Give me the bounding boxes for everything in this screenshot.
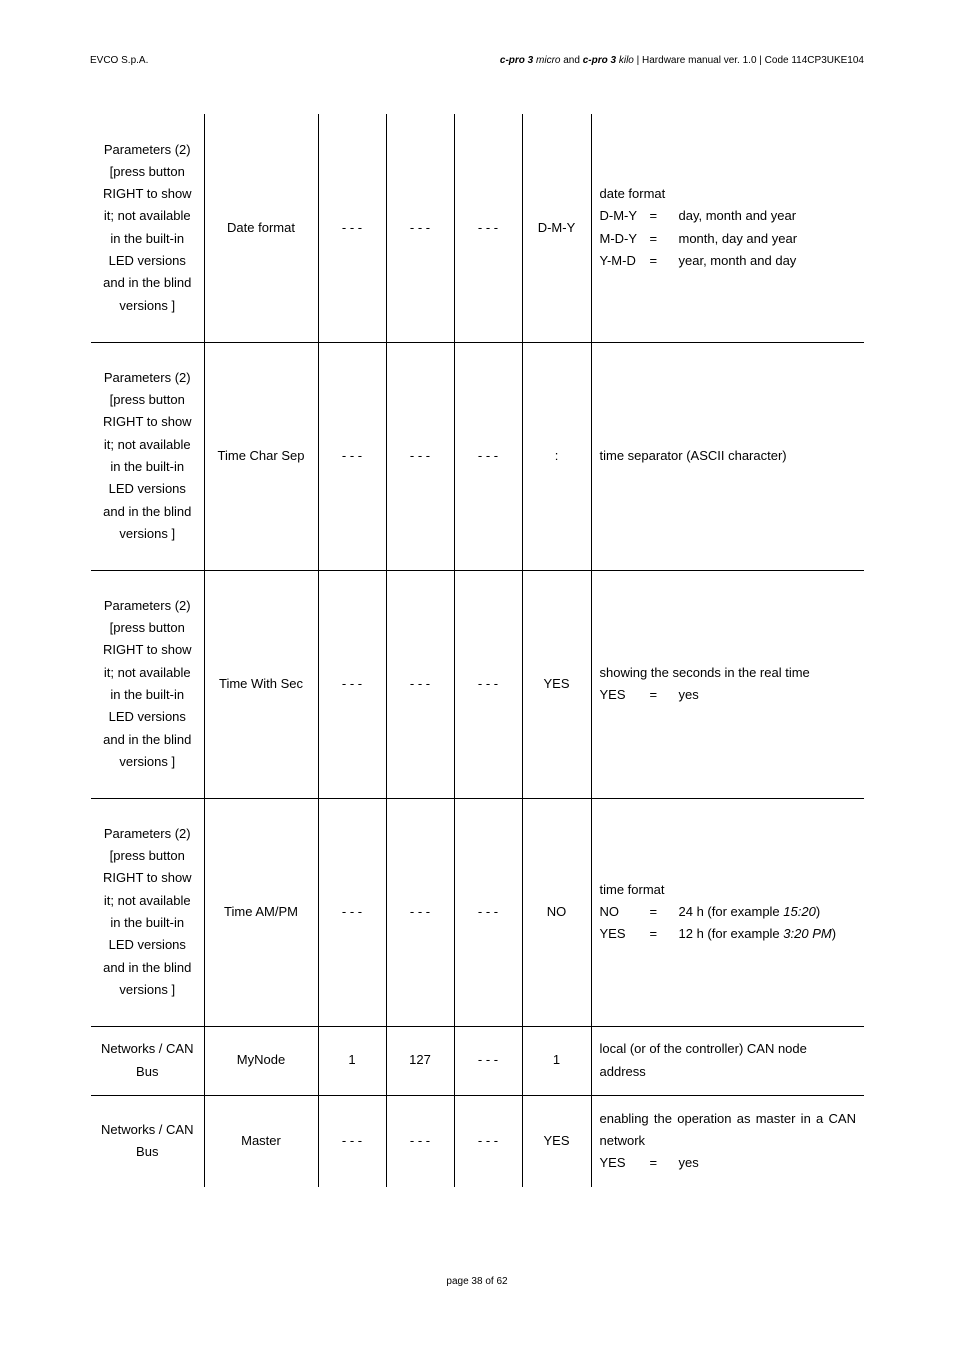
parameter-cell: Date format — [204, 114, 318, 342]
default-cell: NO — [522, 798, 591, 1026]
header-document-info — [500, 55, 864, 66]
header-product-1-model: micro — [533, 55, 561, 66]
option-value — [679, 901, 821, 923]
table-row — [91, 1026, 864, 1095]
default-cell: D-M-Y — [522, 114, 591, 342]
option-example: 3:20 PM — [783, 926, 832, 942]
option-row — [600, 1152, 857, 1174]
max-cell: - - - — [386, 114, 454, 342]
option-equals: = — [649, 230, 658, 246]
option-equals: = — [649, 1155, 658, 1171]
parameter-cell: Time Char Sep — [204, 342, 318, 570]
default-cell: YES — [522, 570, 591, 798]
option-equals: = — [649, 926, 658, 942]
table-row — [91, 570, 864, 798]
option-key: YES — [599, 1155, 626, 1171]
option-equals: = — [649, 903, 658, 919]
min-cell: - - - — [318, 798, 386, 1026]
table-row — [91, 342, 864, 570]
option-value-tail: ) — [815, 903, 821, 919]
unit-cell: - - - — [454, 114, 522, 342]
description-cell — [591, 1026, 864, 1095]
parameters-table — [91, 114, 864, 1187]
option-equals: = — [649, 253, 658, 269]
unit-cell: - - - — [454, 570, 522, 798]
min-cell: - - - — [318, 570, 386, 798]
default-cell: 1 — [522, 1026, 591, 1095]
header-and: and — [560, 55, 583, 66]
description-cell — [591, 1095, 864, 1187]
description-text: time separator (ASCII character) — [599, 447, 787, 463]
unit-cell: - - - — [454, 798, 522, 1026]
min-cell: - - - — [318, 1095, 386, 1187]
option-row — [600, 923, 857, 945]
option-value: month, day and year — [678, 230, 798, 246]
group-cell: Networks / CAN Bus — [91, 1026, 204, 1095]
option-key: D-M-Y — [599, 208, 638, 224]
table-row — [91, 114, 864, 342]
description-text: time format — [599, 881, 665, 897]
option-row — [600, 205, 857, 227]
description-text: showing the seconds in the real time — [599, 664, 810, 680]
table-row — [91, 1095, 864, 1187]
description-cell — [591, 798, 864, 1026]
option-value: day, month and year — [678, 208, 797, 224]
option-equals: = — [649, 687, 658, 702]
header-company: EVCO S.p.A. — [90, 55, 149, 66]
table-row — [91, 798, 864, 1026]
option-key: NO — [599, 903, 619, 919]
header-product-2-model: kilo — [616, 55, 634, 66]
option-key: YES — [599, 926, 626, 942]
option-key: Y-M-D — [599, 253, 636, 269]
group-cell: Networks / CAN Bus — [91, 1095, 204, 1187]
header-manual-code: | Hardware manual ver. 1.0 | Code 114CP3UKE104 — [633, 55, 864, 66]
option-row — [600, 901, 857, 923]
option-row — [600, 250, 857, 272]
min-cell: - - - — [318, 114, 386, 342]
max-cell: - - - — [386, 1095, 454, 1187]
parameter-cell: MyNode — [204, 1026, 318, 1095]
group-cell: Parameters (2) [press button RIGHT to show it; not available in the built-in LED versions and in the blind versions ] — [91, 342, 204, 570]
max-cell: 127 — [386, 1026, 454, 1095]
max-cell: - - - — [386, 570, 454, 798]
description-cell — [591, 114, 864, 342]
option-key: YES — [599, 687, 626, 702]
page-number: page 38 of 62 — [446, 1276, 508, 1287]
group-cell: Parameters (2) [press button RIGHT to show it; not available in the built-in LED versions and in the blind versions ] — [91, 798, 204, 1026]
unit-cell: - - - — [454, 1095, 522, 1187]
description-text: date format — [599, 186, 666, 202]
parameter-cell: Time With Sec — [204, 570, 318, 798]
option-value: year, month and day — [678, 253, 797, 269]
group-cell: Parameters (2) [press button RIGHT to show it; not available in the built-in LED versions and in the blind versions ] — [91, 570, 204, 798]
default-cell: : — [522, 342, 591, 570]
option-value-tail: ) — [831, 926, 837, 942]
description-text: enabling the operation as master in a CAN network — [599, 1110, 856, 1149]
group-cell: Parameters (2) [press button RIGHT to show it; not available in the built-in LED versions and in the blind versions ] — [91, 114, 204, 342]
option-key: M-D-Y — [599, 230, 638, 246]
option-value-text: 12 h (for example — [678, 926, 784, 942]
option-row — [600, 684, 857, 706]
unit-cell: - - - — [454, 342, 522, 570]
max-cell: - - - — [386, 798, 454, 1026]
option-value-text: 24 h (for example — [678, 903, 784, 919]
option-equals: = — [649, 208, 658, 224]
max-cell: - - - — [386, 342, 454, 570]
header-product-2: c-pro 3 — [582, 55, 617, 66]
header-product-1: c-pro 3 — [499, 55, 534, 66]
option-value: yes — [678, 687, 699, 702]
option-example: 15:20 — [783, 903, 816, 919]
parameter-cell: Time AM/PM — [204, 798, 318, 1026]
min-cell: - - - — [318, 342, 386, 570]
default-cell: YES — [522, 1095, 591, 1187]
option-value — [679, 923, 837, 945]
description-cell — [591, 570, 864, 798]
min-cell: 1 — [318, 1026, 386, 1095]
option-value: yes — [678, 1155, 699, 1171]
parameter-cell: Master — [204, 1095, 318, 1187]
option-row — [600, 228, 857, 250]
description-cell — [591, 342, 864, 570]
description-text: local (or of the controller) CAN node address — [599, 1041, 807, 1079]
unit-cell: - - - — [454, 1026, 522, 1095]
